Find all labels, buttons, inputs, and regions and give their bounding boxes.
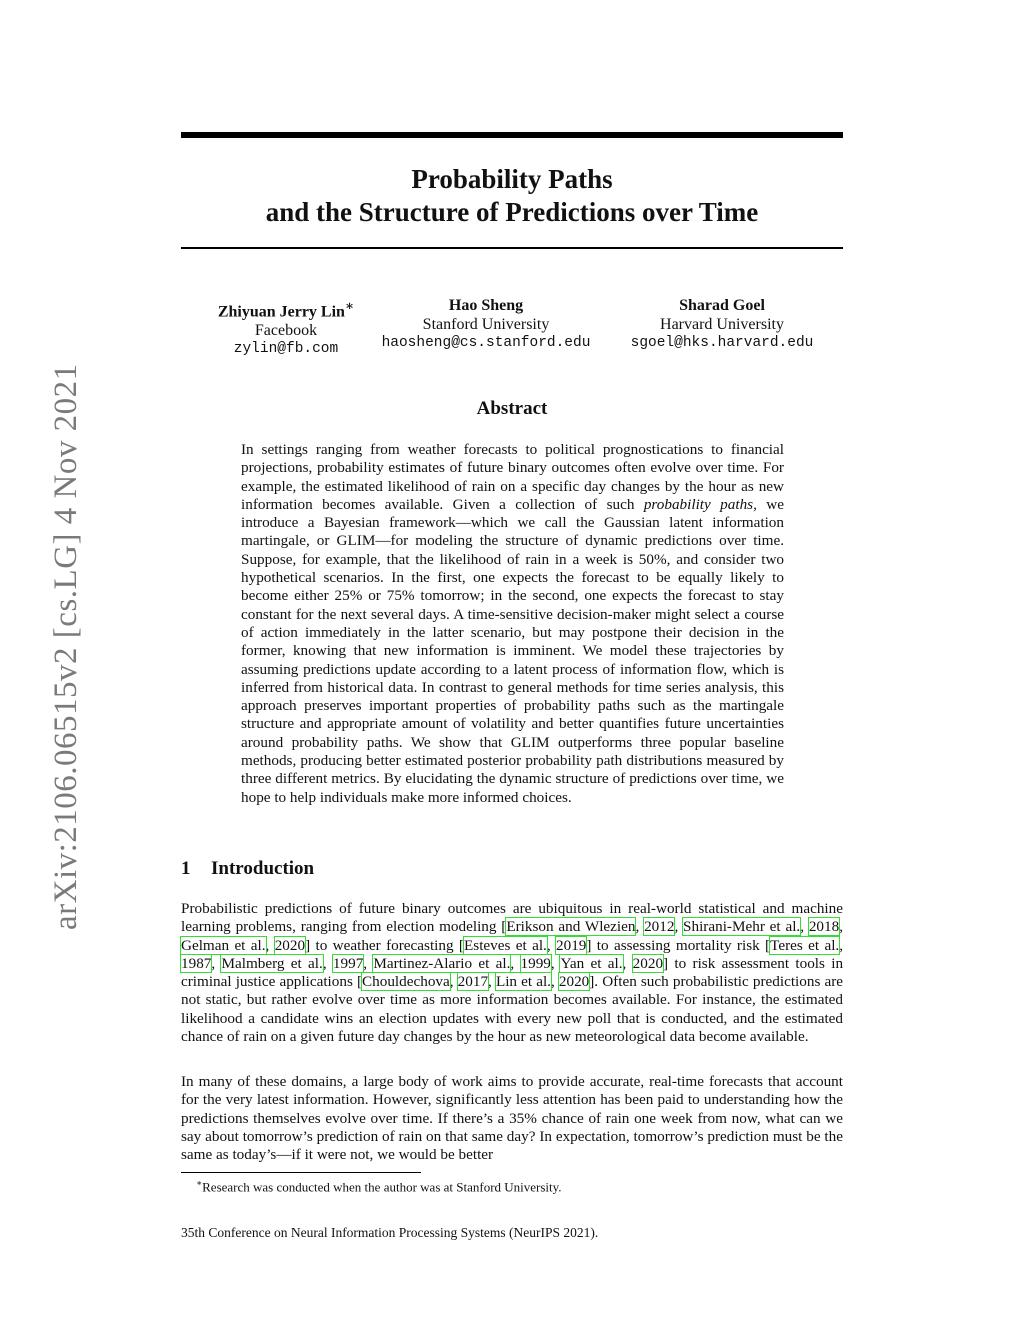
title-bottom-rule bbox=[181, 247, 843, 249]
citation-link[interactable]: 2020 bbox=[632, 954, 664, 972]
footnote-text: Research was conducted when the author was at Stanford University. bbox=[202, 1179, 562, 1195]
author-affiliation: Harvard University bbox=[660, 316, 784, 333]
citation-link[interactable]: 2019 bbox=[556, 936, 587, 954]
citation-link[interactable]: Erikson and Wlezien bbox=[506, 918, 636, 936]
footnote-mark: ∗ bbox=[196, 1178, 203, 1188]
citation-link[interactable]: 2020 bbox=[274, 936, 306, 954]
citation-link[interactable]: 2017 bbox=[457, 973, 489, 991]
abstract-heading: Abstract bbox=[476, 398, 548, 419]
citation-link[interactable]: 2012 bbox=[644, 918, 675, 936]
author-name: Sharad Goel bbox=[679, 297, 765, 314]
section-heading-introduction bbox=[181, 858, 314, 880]
author-name: Hao Sheng bbox=[448, 297, 524, 314]
title-line-2: and the Structure of Predictions over Time bbox=[265, 197, 759, 227]
citation-link[interactable]: Chouldechova bbox=[362, 973, 450, 991]
arxiv-identifier: arXiv:2106.06515v2 [cs.LG] 4 Nov 2021 bbox=[48, 363, 84, 930]
author-lin bbox=[200, 296, 372, 359]
abstract-body: In settings ranging from weather forecasts to political prognostications to financial projections, probability estimates of future binary outcomes often evolve over time. For example, the estimated likelihood of rain on a specific day changes by the hour as new information becomes available. Given a collection of such probability paths, we introduce a Bayesian framework—which we call the Gaussian latent information martingale, or GLIM—for modeling the structure of dynamic predictions over time. Suppose, for example, that the likelihood of rain in a week is 50%, and consider two hypothetical scenarios. In the first, one expects the forecast to be equally likely to become either 25% or 75% tomorrow; in the second, one expects the forecast to stay constant for the next several days. A time-sensitive decision-maker might select a course of action immediately in the latter scenario, but may postpone their decision in the former, knowing that new information is imminent. We model these trajectories by assuming predictions update according to a latent process of information flow, which is inferred from historical data. In contrast to general methods for time series analysis, this approach preserves important properties of probability paths such as the martingale structure and appropriate amount of volatility and better quantifies future uncertainties around probability paths. We show that GLIM outperforms three popular baseline methods, producing better estimated posterior probability path distributions measured by three different metrics. By elucidating the dynamic structure of predictions over time, we hope to help individuals make more informed choices. bbox=[241, 441, 784, 806]
citation-link[interactable]: 2018 bbox=[808, 918, 840, 936]
section-title: Introduction bbox=[211, 858, 315, 879]
author-affiliation: Facebook bbox=[254, 322, 318, 340]
citation-link[interactable]: 1997 bbox=[332, 954, 364, 972]
citation-link[interactable]: 2020 bbox=[558, 973, 590, 991]
author-footnote-mark: ∗ bbox=[344, 298, 355, 313]
citation-link[interactable]: Lin et al. bbox=[495, 973, 551, 991]
citation-link[interactable]: Teres et al. bbox=[770, 936, 840, 954]
citation-link[interactable]: Esteves et al. bbox=[464, 936, 547, 954]
author-affiliation: Stanford University bbox=[422, 316, 550, 333]
author-name: Zhiyuan Jerry Lin bbox=[217, 303, 345, 321]
citation-link[interactable]: Yan et al. bbox=[560, 954, 623, 972]
title-line-1: Probability Paths bbox=[411, 164, 613, 194]
footnote-rule bbox=[181, 1172, 421, 1173]
author-sheng bbox=[374, 296, 598, 353]
citation-link[interactable]: Martinez-Alario et al. bbox=[373, 954, 511, 972]
intro-paragraph-1: Probabilistic predictions of future binary outcomes are ubiquitous in real-world statistical and machine learning problems, ranging from election modeling [Erikson and Wlezien, 2012, Shirani-Mehr et al., 2018, Gelman et al., 2020] to weather forecasting [Esteves et al., 2019] to assessing mortality risk [Teres et al., 1987, Malmberg et al., 1997, Martinez-Alario et al., 1999, Yan et al., 2020] to risk assessment tools in criminal justice applications [Chouldechova, 2017, Lin et al., 2020]. Often such probabilistic predictions are not static, but rather evolve over time as more information becomes available. For instance, the estimated likelihood a candidate wins an election updates with every new poll that is conducted, and the estimated chance of rain on a given future day changes by the hour as new meteorological data become available. bbox=[181, 900, 844, 1046]
citation-link[interactable]: 1999 bbox=[520, 954, 551, 972]
citation-link[interactable]: Shirani-Mehr et al. bbox=[683, 918, 801, 936]
abstract-emphasis: probability paths bbox=[643, 495, 754, 513]
paper-title bbox=[181, 163, 843, 229]
author-email[interactable]: haosheng@cs.stanford.edu bbox=[381, 335, 591, 351]
footnote bbox=[196, 1178, 562, 1195]
citation-link[interactable]: 1987 bbox=[181, 954, 212, 972]
citation-link[interactable]: Gelman et al. bbox=[181, 936, 266, 954]
author-email[interactable]: zylin@fb.com bbox=[233, 341, 339, 358]
author-goel bbox=[622, 296, 822, 353]
citation-link[interactable]: Malmberg et al. bbox=[221, 954, 323, 972]
intro-paragraph-2: In many of these domains, a large body of work aims to provide accurate, real-time forecasts that account for the very latest information. However, significantly less attention has been paid to understanding how the predictions themselves evolve over time. If there’s a 35% chance of rain one week from now, what can we say about tomorrow’s prediction of rain on that same day? In expectation, tomorrow’s prediction must be the same as today’s—if it were not, we would be better bbox=[181, 1073, 843, 1164]
author-email[interactable]: sgoel@hks.harvard.edu bbox=[630, 335, 814, 351]
title-top-rule bbox=[181, 132, 843, 138]
venue-line: 35th Conference on Neural Information Processing Systems (NeurIPS 2021). bbox=[181, 1225, 599, 1240]
section-number: 1 bbox=[181, 858, 191, 879]
